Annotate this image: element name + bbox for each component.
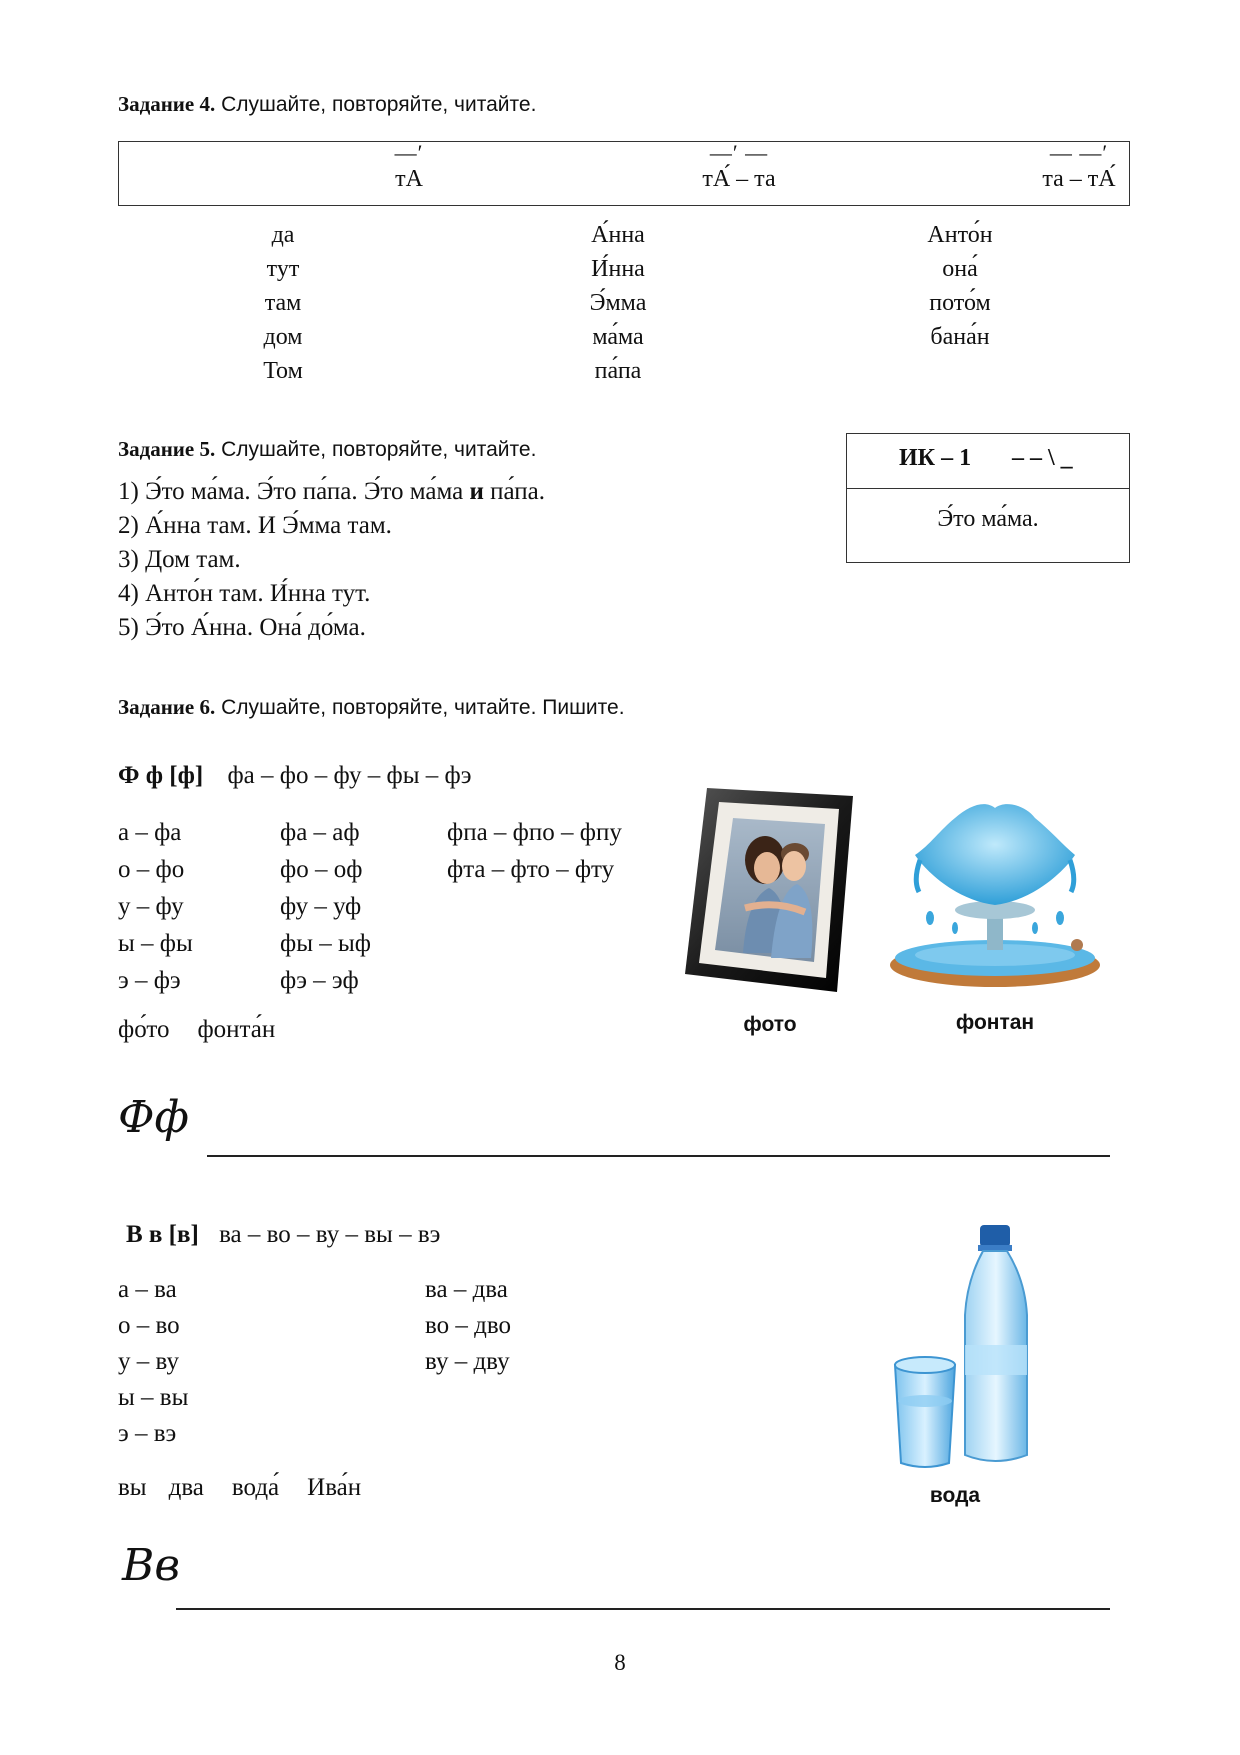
caption-photo: фото: [743, 1013, 797, 1036]
caption-water: вода: [929, 1484, 981, 1507]
f-column-2: фа – аф фо – оф фу – уф фы – ыф фэ – эф: [280, 819, 371, 994]
task4-column-1: да тут там дом Том: [263, 222, 303, 384]
ik-divider: [847, 488, 1129, 489]
caption-fountain: фонтан: [955, 1011, 1035, 1034]
photo-frame-image: [685, 788, 855, 993]
task5-sentences: [118, 475, 818, 645]
sentence-2: 2) А́нна там. И Э́мма там.: [118, 512, 392, 539]
pattern-3: — —′ та – тА́: [1042, 140, 1116, 192]
task4-column-2: А́нна И́нна Э́мма ма́ма па́па: [589, 222, 647, 384]
page-number: 8: [614, 1650, 626, 1675]
letter-f: Ф ф [ф]: [118, 762, 204, 789]
sentence-3: 3) Дом там.: [118, 546, 241, 573]
f-column-1: а – фа о – фо у – фу ы – фы э – фэ: [118, 819, 193, 994]
pattern-2: —′ — тА́ – та: [702, 140, 776, 192]
ik-example: Э́то ма́ма.: [937, 506, 1039, 532]
task6-heading: Задание 6. Слушайте, повторяйте, читайте. Пишите.: [118, 695, 625, 719]
letter-v-syllables: ва – во – ву – вы – вэ: [219, 1221, 441, 1248]
v-column-1: а – ва о – во у – ву ы – вы э – вэ: [118, 1276, 189, 1447]
f-words: фо́то фонта́н: [118, 1016, 276, 1043]
letter-v-header: [126, 1221, 440, 1249]
pattern-1: —′ тА: [394, 140, 424, 192]
sentence-4: 4) Анто́н там. И́нна тут.: [118, 580, 371, 607]
task4-pattern-box: [118, 141, 1130, 206]
v-words: вы два вода́ Ива́н: [118, 1474, 362, 1501]
task4-heading: Задание 4. Слушайте, повторяйте, читайте.: [118, 92, 537, 116]
ik-pattern: – – \ _: [1012, 445, 1073, 471]
task4-column-3: Анто́н она́ пото́м бана́н: [927, 222, 993, 350]
sentence-5: 5) Э́то А́нна. Она́ до́ма.: [118, 614, 366, 641]
task5-heading: Задание 5. Слушайте, повторяйте, читайте.: [118, 437, 537, 461]
f-column-3: фпа – фпо – фпу фта – фто – фту: [447, 819, 622, 883]
v-column-2: ва – два во – дво ву – дву: [425, 1276, 511, 1375]
letter-f-header: [118, 762, 471, 790]
intonation-box: [846, 433, 1130, 563]
writing-line-f[interactable]: [207, 1155, 1110, 1157]
letter-f-syllables: фа – фо – фу – фы – фэ: [227, 762, 472, 789]
cursive-f: Фф: [118, 1092, 189, 1143]
ik-label: ИК – 1: [899, 445, 972, 471]
fountain-image: [885, 800, 1105, 990]
water-image: [875, 1225, 1065, 1470]
writing-line-v[interactable]: [176, 1608, 1110, 1610]
sentence-1: 1) Э́то ма́ма. Э́то па́па. Э́то ма́ма и па́па.: [118, 478, 546, 505]
cursive-v: Вв: [122, 1540, 180, 1591]
letter-v: В в [в]: [126, 1221, 199, 1248]
